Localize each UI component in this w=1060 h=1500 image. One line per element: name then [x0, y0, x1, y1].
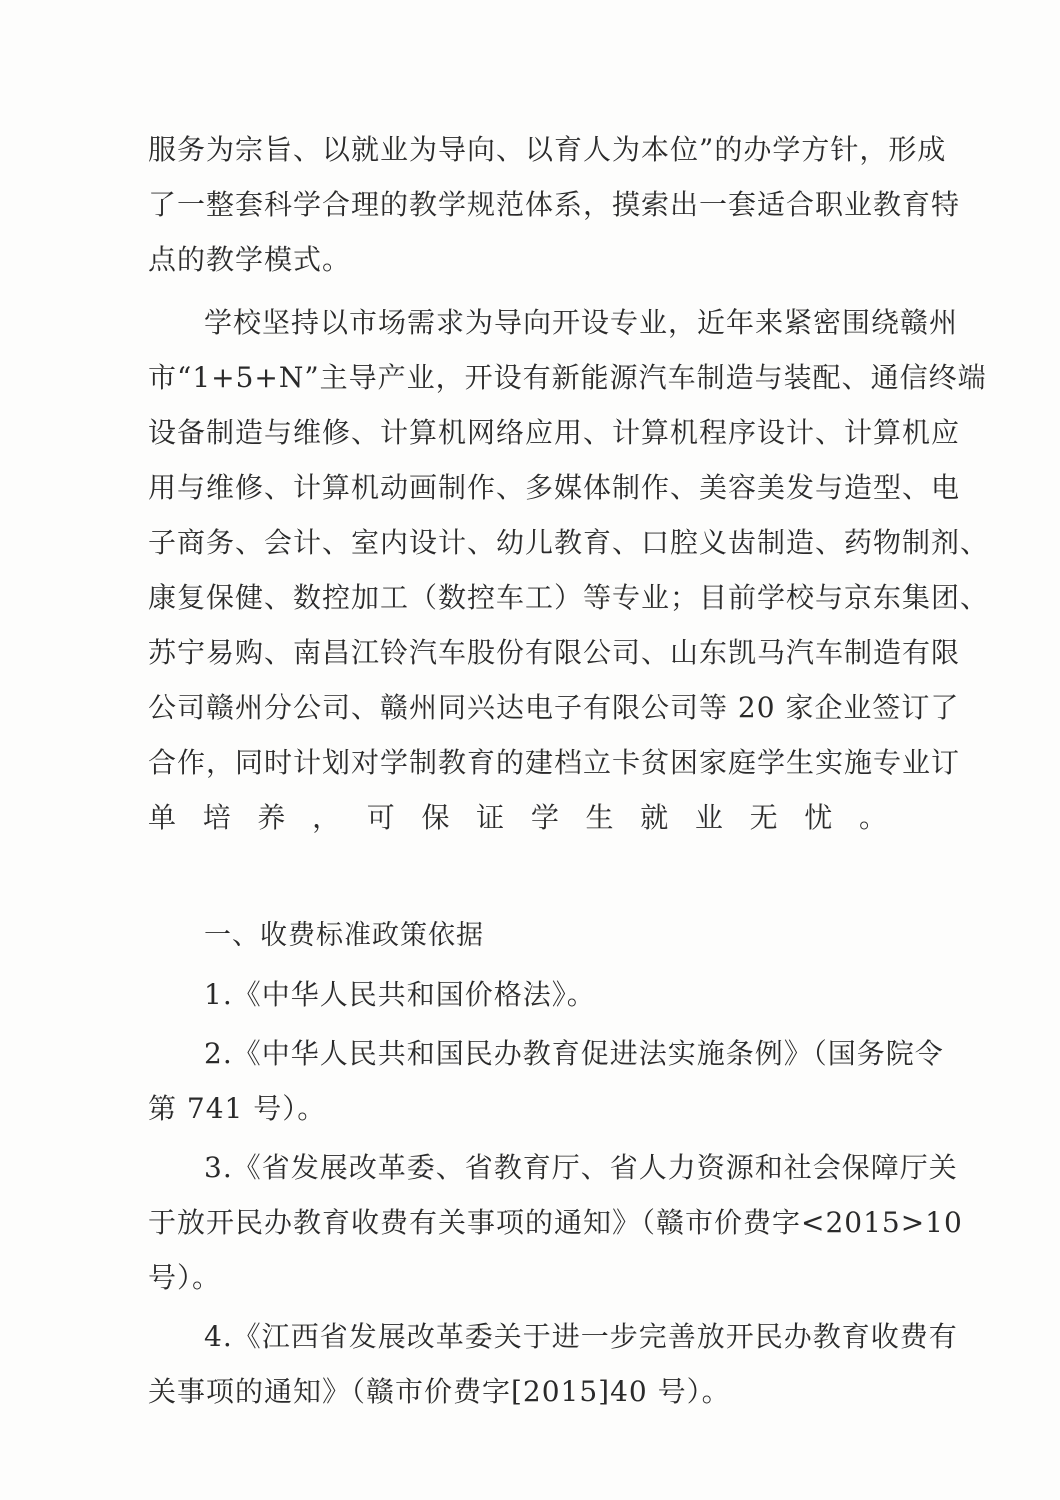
text-line: 第 741 号）。	[148, 1092, 327, 1125]
policy-item-4	[148, 1309, 958, 1419]
text-line: 点的教学模式。	[148, 243, 352, 276]
text-line: 设备制造与维修、计算机网络应用、计算机程序设计、计算机应	[148, 416, 961, 449]
text-line: 了一整套科学合理的教学规范体系，摸索出一套适合职业教育特	[148, 188, 961, 221]
section-heading: 一、收费标准政策依据	[204, 920, 484, 951]
text-line: 用与维修、计算机动画制作、多媒体制作、美容美发与造型、电	[148, 471, 961, 504]
policy-item-1	[148, 967, 888, 1022]
policy-item-2	[148, 1026, 944, 1136]
text-line: 2.《中华人民共和国民办教育促进法实施条例》（国务院令	[204, 1037, 944, 1070]
policy-item-3	[148, 1140, 963, 1305]
text-line: 公司赣州分公司、赣州同兴达电子有限公司等 20 家企业签订了	[148, 691, 960, 724]
text-line: 合作，同时计划对学制教育的建档立卡贫困家庭学生实施专业订	[148, 746, 961, 779]
text-line: 关事项的通知》（赣市价费字[2015]40 号）。	[148, 1375, 731, 1408]
text-line	[148, 845, 888, 900]
text-line: 服务为宗旨、以就业为导向、以育人为本位”的办学方针，形成	[148, 133, 947, 166]
text-line: 3.《省发展改革委、省教育厅、省人力资源和社会保障厅关	[204, 1151, 958, 1184]
text-line: 苏宁易购、南昌江铃汽车股份有限公司、山东凯马汽车制造有限	[148, 636, 961, 669]
text-line: 号）。	[148, 1261, 222, 1294]
paragraph-majors	[148, 295, 990, 900]
text-line: 康复保健、数控加工（数控车工）等专业；目前学校与京东集团、	[148, 581, 990, 614]
document-body	[148, 122, 990, 1419]
text-line: 1.《中华人民共和国价格法》。	[204, 978, 596, 1011]
text-line: 4.《江西省发展改革委关于进一步完善放开民办教育收费有	[204, 1320, 958, 1353]
text-line: 学校坚持以市场需求为导向开设专业，近年来紧密围绕赣州	[204, 306, 959, 339]
text-line: 单培养，可保证学生就业无忧。	[148, 801, 888, 834]
text-line: 于放开民办教育收费有关事项的通知》（赣市价费字<2015>10	[148, 1206, 963, 1239]
text-line: 子商务、会计、室内设计、幼儿教育、口腔义齿制造、药物制剂、	[148, 526, 990, 559]
paragraph-school-policy	[148, 122, 961, 287]
text-line: 市“1+5+N”主导产业，开设有新能源汽车制造与装配、通信终端	[148, 361, 987, 394]
